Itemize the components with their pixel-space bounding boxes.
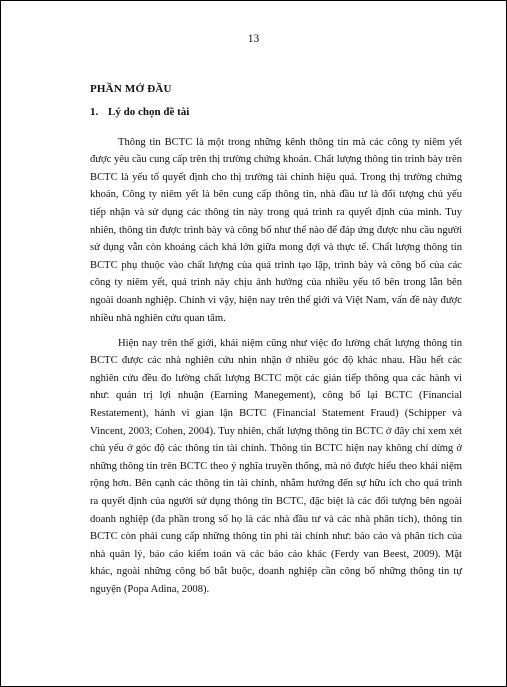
chapter-heading: PHẦN MỞ ĐẦU: [90, 83, 172, 95]
page-number: 13: [247, 33, 260, 45]
section-number: 1.: [90, 106, 99, 118]
section-heading: [90, 106, 189, 118]
body-paragraph-2: Hiện nay trên thế giới, khái niệm cũng như việc đo lường chất lượng thông tin BCTC được các nhà nghiên cứu nhìn nhận ở nhiều góc độ khác nhau. Hầu hết các nghiên cứu đều đo lường chất lượng BCTC một các gián tiếp thông qua các hành vi như: quản trị lợi nhuận (Earning Manegement), công bố lại BCTC (Financial Restatement), hành vi gian lận BCTC (Financial Statement Fraud) (Schipper và Vincent, 2003; Cohen, 2004). Tuy nhiên, chất lượng thông tin BCTC ở đây chỉ xem xét chủ yếu ở góc độ các thông tin tài chính. Thông tin BCTC hiện nay không chỉ dừng ở những thông tin trên BCTC theo ý nghĩa truyền thống, mà nó được hiểu theo khái niệm rộng hơn. Bên cạnh các thông tin tài chính, nhằm hướng đến sự hữu ích cho quá trình ra quyết định của người sử dụng thông tin BCTC, đặc biệt là các đối tượng bên ngoài doanh nghiệp (đa phần trong số họ là các nhà đầu tư và các nhà phân tích), thông tin BCTC còn phải cung cấp những thông tin phi tài chính như: báo cáo và phân tích của nhà quản lý, báo cáo kiểm toán và các báo cáo khác (Ferdy van Beest, 2009). Mặt khác, ngoài những công bố bắt buộc, doanh nghiệp cần công bố những thông tin tự nguyện (Popa Adina, 2008).: [90, 337, 462, 595]
section-title: Lý do chọn đề tài: [108, 106, 190, 118]
body-paragraph-1: Thông tin BCTC là một trong những kênh thông tin mà các công ty niêm yết được yêu cầu cung cấp trên thị trường chứng khoán. Chất lượng thông tin trình bày trên BCTC là yếu tố quyết định cho thị trường tài chính hiệu quả. Trong thị trường chứng khoán, Công ty niêm yết là bên cung cấp thông tin, nhà đầu tư là đối tượng chủ yếu tiếp nhận và sử dụng các thông tin này trong quá trình ra quyết định của mình. Tuy nhiên, thông tin được trình bày và công bố như thế nào để đáp ứng được nhu cầu người sử dụng vẫn còn khoảng cách khá lớn giữa mong đợi và thực tế. Chất lượng thông tin BCTC phụ thuộc vào chất lượng của quá trình tạo lập, trình bày và công bố của các công ty niêm yết, quá trình này chịu ảnh hưởng của nhiều yếu tố bên trong lẫn bên ngoài doanh nghiệp. Chính vì vậy, hiện nay trên thế giới và Việt Nam, vấn đề này được nhiều nhà nghiên cứu quan tâm.: [90, 136, 462, 324]
